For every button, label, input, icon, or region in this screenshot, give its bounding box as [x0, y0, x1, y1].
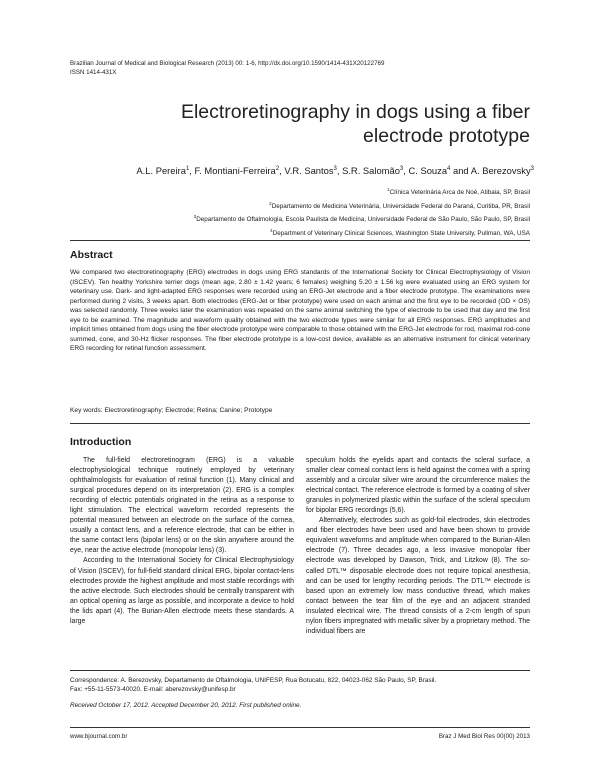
author-name: S.R. Salomão [342, 165, 400, 177]
author-name: V.R. Santos [284, 165, 334, 177]
author-name: F. Montiani-Ferreira [194, 165, 276, 177]
received-dates: Received October 17, 2012. Accepted December 20, 2012. First published online. [70, 702, 302, 709]
journal-citation: Brazilian Journal of Medical and Biological Research (2013) 00: 1-6, http://dx.doi.org/10.1590/1414-431X20122769 [70, 60, 385, 67]
affiliation [60, 212, 530, 226]
footer-website: www.bjournal.com.br [70, 733, 128, 740]
author-affiliation-marker: 2 [275, 166, 280, 172]
affiliation-text: Department of Veterinary Clinical Sciences, Washington State University, Pullman, WA, USA [272, 229, 530, 237]
divider [70, 423, 530, 424]
paragraph: According to the International Society for Clinical Electrophysiology of Vision (ISCEV), for full-field standard clinical ERG, bipolar contact-lens electrodes provide the highest amplitude and most stable recordings with the active electrode. Such electrodes should be centrally transparent with an optical opening as large as possible, and incorporate a device to hold the lids apart (4). The Burian-Allen electrode meets these standards. A large [70, 557, 294, 625]
paragraph: speculum holds the eyelids apart and contacts the scleral surface, a smaller clear corneal contact lens is held against the cornea with a spring assembly and a circular silver wire around the circumference makes the electrical contact. The reference electrode is formed by a coating of silver granules in polymerized plastic within the surface of the scleral speculum for bipolar ERG recordings (5,6). [306, 457, 530, 515]
affiliation [60, 199, 530, 213]
divider [70, 727, 530, 728]
author-affiliation-marker: 4 [447, 166, 451, 172]
affiliation [60, 226, 530, 240]
paragraph: The full-field electroretinogram (ERG) is a valuable electrophysiological technique routinely employed by veterinary ophthalmologists for evaluation of retinal function (1). Many clinical and surgical procedures depend on its interpretation (2). ERG is a complex recording of electric potentials originated in the retina as a response to light stimulation. The electrical waveform recorded represents the potential measured between an electrode on the surface of the cornea, usually a contact lens, and a reference electrode, that can be either in the same contact lens (bipolar lens) or on the skin anywhere around the eye, near the active electrode (monopolar lens) (3). [70, 457, 294, 555]
author-affiliation-marker: 1 [185, 166, 190, 172]
divider [70, 670, 530, 671]
author-separator: , [279, 165, 285, 177]
author-affiliation-marker: 3 [399, 166, 404, 172]
author-name: A.L. Pereira [136, 165, 186, 177]
footer-citation: Braz J Med Biol Res 00(00) 2013 [438, 733, 530, 740]
introduction-heading: Introduction [70, 436, 132, 448]
article-title [60, 100, 530, 148]
keywords: Key words: Electroretinography; Electrode; Retina; Canine; Prototype [70, 407, 273, 414]
abstract-heading: Abstract [70, 249, 113, 261]
author-separator: , [336, 165, 343, 177]
journal-issn: ISSN 1414-431X [70, 68, 117, 76]
correspondence-address: Correspondence: A. Berezovsky, Departamento de Oftalmologia, UNIFESP, Rua Botucatu, 822, 04023-062 São Paulo, SP, Brasil. [70, 677, 437, 684]
author-separator: , [403, 165, 409, 177]
author-name: C. Souza [408, 165, 448, 177]
body-column-right [306, 456, 530, 637]
author-list [60, 163, 534, 177]
divider [70, 240, 530, 241]
correspondence [70, 676, 530, 694]
affiliation-list [60, 185, 530, 239]
title-line-2: electrode prototype [363, 125, 530, 147]
affiliation-text: Departamento de Oftalmologia, Escola Paulista de Medicina, Universidade Federal de São Paulo, São Paulo, SP, Brasil [196, 216, 530, 224]
journal-header [70, 60, 384, 77]
author-separator: , [189, 165, 195, 177]
affiliation-marker: 1 [387, 187, 390, 192]
affiliation-text: Clínica Veterinária Arca de Noé, Atibaia, SP, Brasil [389, 189, 530, 197]
body-column-left [70, 456, 294, 627]
affiliation [60, 185, 530, 199]
paragraph: Alternatively, electrodes such as gold-foil electrodes, skin electrodes and fiber electrodes have been used and have been shown to provide equivalent waveforms and amplitude when compared to the Burian-Allen electrode (7). Three decades ago, a less invasive monopolar fiber electrode was developed by Dawson, Trick, and Litzkow (8). The so-called DTL™ disposable electrode does not require topical anesthesia, and can be used for lengthy recording periods. The DTL™ electrode is based upon an extremely low mass conductive thread, which makes contact between the tear film of the eye and an adjacent stranded insulated electrical wire. The thread consists of a 2-cm length of spun nylon fibers impregnated with metallic silver by a proprietary method. The individual fibers are [306, 517, 530, 635]
author-separator: and [450, 165, 471, 177]
affiliation-marker: 3 [193, 214, 197, 220]
correspondence-contact: Fax: +55-11-5573-40020. E-mail: aberezovsky@unifesp.br [70, 686, 236, 693]
affiliation-marker: 4 [270, 227, 273, 233]
affiliation-text: Departamento de Medicina Veterinária, Universidade Federal do Paraná, Curitiba, PR, Brasil [271, 202, 530, 210]
title-line-1: Electroretinography in dogs using a fiber [180, 101, 530, 123]
author-affiliation-marker: 3 [333, 166, 337, 172]
abstract-text: We compared two electroretinography (ERG) electrodes in dogs using ERG standards of the International Society for Clinical Electrophysiology of Vision (ISCEV). Ten healthy Yorkshire terrier dogs (mean age, 2.80 ± 1.42 years; 6 females) weighing 5.20 ± 1.56 kg were evaluated using an ERG system for veterinary use. Dark- and light-adapted ERG responses were recorded using an ERG-Jet electrode and a fiber electrode prototype. The examinations were performed during 2 visits, 3 weeks apart. Both electrodes (ERG-Jet or fiber prototype) were used on each animal and the first eye to be recorded (OD × OS) was selected randomly. Three weeks later the examination was repeated on the same animal switching the type of electrode to be used that day and the first eye to be examined. The magnitude and waveform quality obtained with the two electrode types were similar for all ERG responses. ERG amplitudes and implicit times obtained from dogs using the fiber electrode prototype were comparable to those obtained with the ERG-Jet electrode for rod, maximal rod-cone summed, cone, and 30-Hz flicker responses. The fiber electrode prototype is a low-cost device, available as an alternative instrument for clinical veterinary ERG recording for retinal function assessment. [70, 269, 530, 352]
affiliation-marker: 2 [269, 200, 272, 206]
author-name: A. Berezovsky [470, 165, 531, 177]
author-affiliation-marker: 3 [530, 166, 534, 172]
